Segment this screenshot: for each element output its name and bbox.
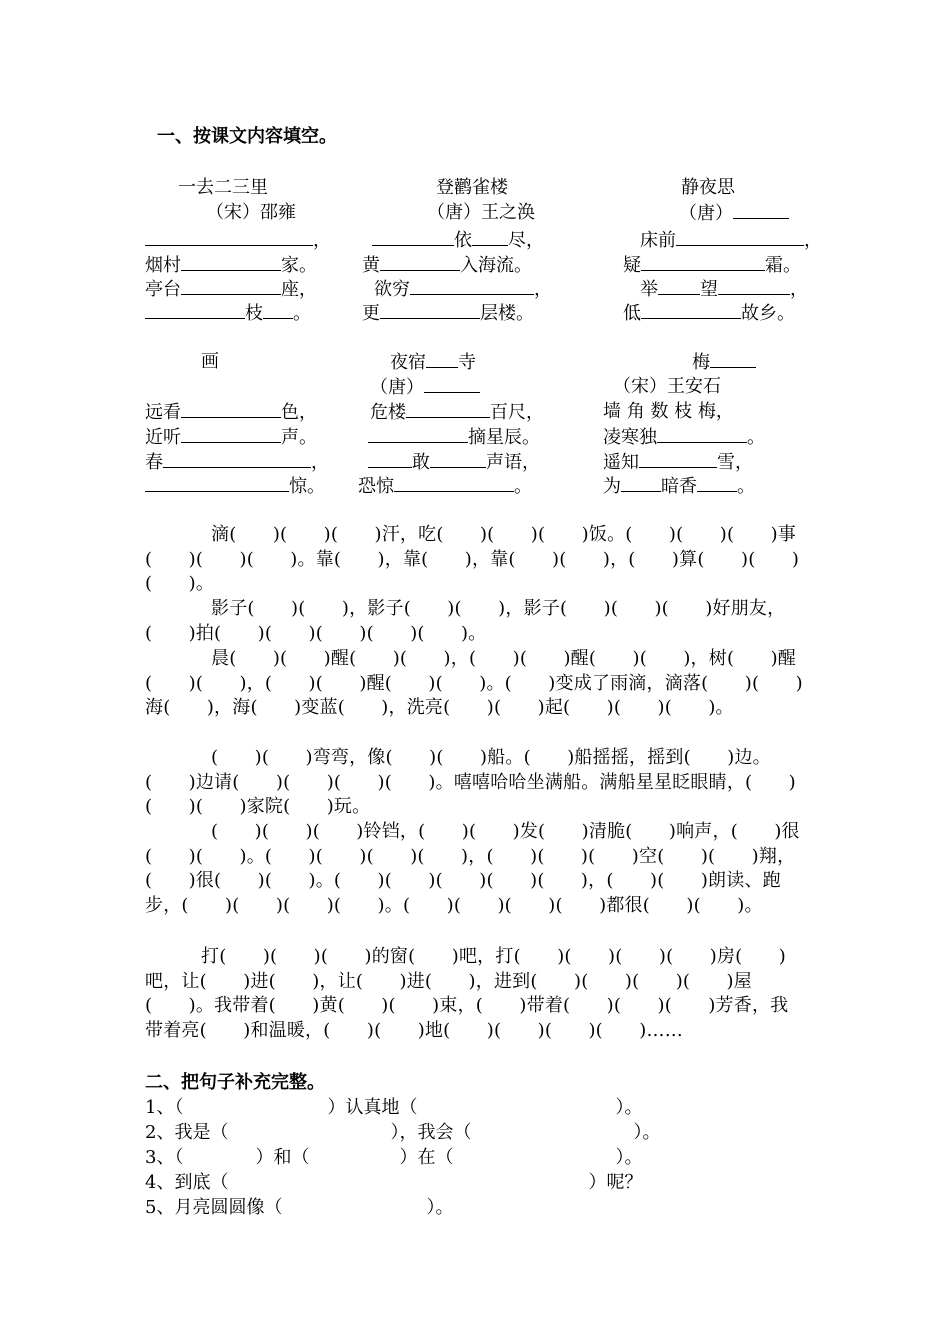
sentence-item: 2、我是（ ），我会（ ）。 [145,1122,661,1143]
fill-blank[interactable] [641,253,765,271]
fill-blank[interactable] [697,474,737,492]
fill-blank[interactable] [394,474,514,492]
sentence-item: 5、月亮圆圆像（ ）。 [145,1197,454,1218]
poem-line: 远看 色， [145,402,317,423]
fill-blank[interactable] [263,301,293,319]
poem-line: 敢 声语， [368,450,540,475]
poem-line: 烟村 家。 [145,255,317,276]
fill-blank[interactable] [639,450,717,468]
poem-line: ， [145,228,331,253]
poem-title: 一去二三里 [178,177,268,198]
sentence-item: 4、到底（ ）呢？ [145,1172,643,1193]
fill-blank[interactable] [145,228,313,246]
fill-blank[interactable] [181,425,281,443]
poem-author: （宋）王安石 [613,376,721,397]
poem-title: 静夜思 [681,177,735,198]
fill-blank[interactable] [657,425,747,443]
sentence-item: 1、（ ）认真地（ ）。 [145,1097,643,1118]
cloze-paragraph: 滴( )( )( )汗，吃( )( )( )饭。( )( )( )事( )( )( )。靠( )，靠( )，靠( )( )，( )算( )( )( )。 [145,524,800,595]
fill-blank[interactable] [181,253,281,271]
fill-blank[interactable] [163,450,311,468]
poem-author: （宋）邵雍 [206,202,296,223]
poem-line: 为 暗香 。 [603,476,755,497]
poem-line: 黄 入海流。 [362,255,532,276]
poem-line: 疑 霜。 [623,255,801,276]
fill-blank[interactable] [380,253,460,271]
fill-blank[interactable] [368,425,468,443]
fill-blank[interactable] [368,450,412,468]
poem-line: 遥知 雪， [603,452,753,473]
poem-line: 春 ， [145,452,329,473]
poem-line: 恐惊 。 [358,476,532,497]
poem-line: 惊。 [145,474,325,499]
fill-blank[interactable] [145,301,245,319]
fill-blank[interactable] [718,277,790,295]
poem-line: 凌寒独 。 [603,427,765,448]
poem-line: 更 层楼。 [362,303,534,324]
fill-blank[interactable] [424,375,480,393]
poem-line: 危楼 百尺， [370,402,544,423]
poem-line: 近听 声。 [145,427,317,448]
poem-line: 枝 。 [145,301,311,326]
fill-blank[interactable] [426,350,458,368]
section1-heading: 一、按课文内容填空。 [157,126,337,147]
section2-heading: 二、把句子补充完整。 [145,1072,325,1093]
poem-line: 床前 ， [640,230,822,251]
cloze-paragraph: ( )( )弯弯，像( )( )船。( )船摇摇，摇到( )边。( )边请( )( )( )( )。嘻嘻哈哈坐满船。满船星星眨眼睛，( )( )( )家院( )玩。 [145,747,796,818]
fill-blank[interactable] [733,201,789,219]
fill-blank[interactable] [430,450,486,468]
poem-line: 依 尽， [372,228,544,253]
cloze-paragraph: 晨( )( )醒( )( )，( )( )醒( )( )，树( )醒( )( )，( )( )醒( )( )。( )变成了雨滴，滴落( )( )海( )，海( )变蓝( )，洗亮( )( )起( )( )( )。 [145,648,803,719]
poem-title: 夜宿 寺 [390,352,476,373]
fill-blank[interactable] [472,228,508,246]
poem-author: （唐） [679,201,789,226]
fill-blank[interactable] [145,474,289,492]
poem-line: 欲穷 ， [374,279,552,300]
poem-line: 低 故乡。 [623,303,795,324]
poem-author: （唐）王之涣 [427,202,535,223]
poem-line: 亭台 座， [145,279,317,300]
fill-blank[interactable] [181,277,281,295]
fill-blank[interactable] [406,400,490,418]
fill-blank[interactable] [676,228,804,246]
cloze-paragraph: 打( )( )( )的窗( )吧，打( )( )( )( )房( )吧，让( )进( )，让( )进( )，进到( )( )( )( )屋( )。我带着( )黄( )( )束，( )带着( )( )( )芳香，我带着亮( )和温暖，( )( )地( )( )( )( )…… [145,946,789,1041]
cloze-paragraph: ( )( )( )铃铛，( )( )发( )清脆( )响声，( )很( )( )。( )( )( )( )，( )( )( )空( )( )翔，( )很( )( )。( )( )( )( )( )，( )( )朗读、跑步，( )( )( )( )。( )( )( )( )都很( )( )。 [145,821,800,916]
fill-blank[interactable] [380,301,480,319]
cloze-paragraph: 影子( )( )，影子( )( )，影子( )( )( )好朋友，( )拍( )( )( )( )( )。 [145,598,786,644]
fill-blank[interactable] [181,400,281,418]
sentence-item: 3、（ ）和（ ）在（ ）。 [145,1147,643,1168]
poem-line: 墙 角 数 枝 梅， [603,401,734,422]
poem-author: （唐） [370,375,480,400]
poem-line: 举 望 ， [640,279,808,300]
fill-blank[interactable] [410,277,534,295]
poem-line: 摘星辰。 [368,425,540,450]
poem-title: 梅 [692,350,756,375]
fill-blank[interactable] [641,301,741,319]
fill-blank[interactable] [710,350,756,368]
poem-title: 画 [201,351,219,372]
fill-blank[interactable] [621,474,661,492]
poem-title: 登鹳雀楼 [436,177,508,198]
fill-blank[interactable] [372,228,454,246]
fill-blank[interactable] [658,277,700,295]
